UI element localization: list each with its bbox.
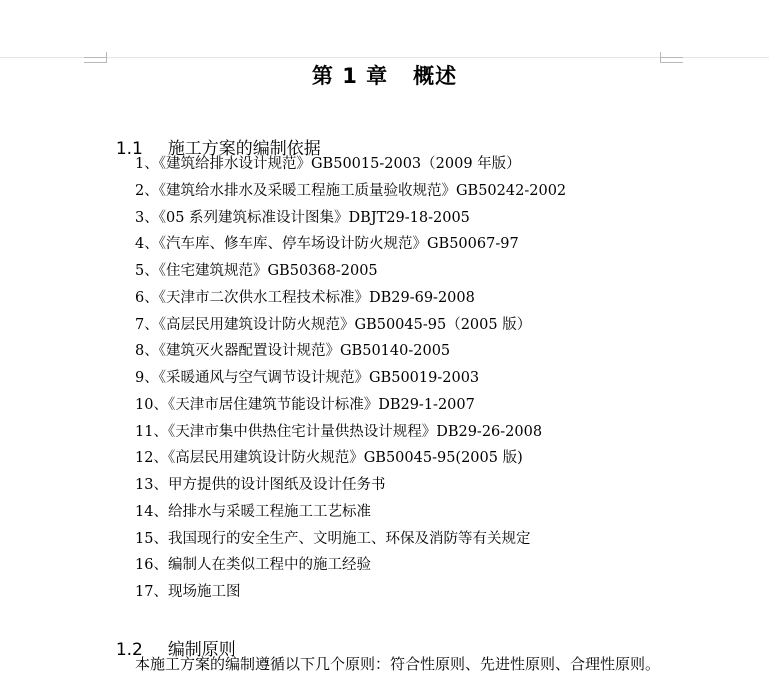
list-item: 4、《汽车库、修车库、停车场设计防火规范》GB50067-97	[135, 236, 519, 253]
section-title: 编制原则	[167, 640, 236, 660]
section-number: 1.2	[115, 640, 143, 660]
reference-list	[135, 151, 566, 606]
principles-paragraph: 本施工方案的编制遵循以下几个原则：符合性原则、先进性原则、合理性原则。	[135, 655, 661, 673]
list-item: 13、甲方提供的设计图纸及设计任务书	[135, 477, 386, 493]
list-item: 17、现场施工图	[135, 584, 241, 600]
list-item: 8、《建筑灭火器配置设计规范》GB50140-2005	[135, 343, 451, 360]
list-item: 1、《建筑给排水设计规范》GB50015-2003（2009 年版）	[135, 156, 521, 172]
list-item: 6、《天津市二次供水工程技术标准》DB29-69-2008	[135, 289, 475, 306]
chapter-title: 第 1 章 概述	[311, 64, 458, 88]
list-item: 15、我国现行的安全生产、文明施工、环保及消防等有关规定	[135, 530, 531, 547]
list-item: 2、《建筑给水排水及采暖工程施工质量验收规范》GB50242-2002	[135, 182, 567, 199]
list-item: 3、《05 系列建筑标准设计图集》DBJT29-18-2005	[135, 209, 470, 226]
section-title: 施工方案的编制依据	[167, 139, 321, 159]
page-top-edge	[0, 57, 769, 58]
list-item: 10、《天津市居住建筑节能设计标准》DB29-1-2007	[135, 396, 475, 413]
list-item: 14、给排水与采暖工程施工工艺标准	[135, 503, 371, 520]
list-item: 9、《采暖通风与空气调节设计规范》GB50019-2003	[135, 370, 480, 386]
list-item: 16、编制人在类似工程中的施工经验	[135, 557, 371, 574]
list-item: 7、《高层民用建筑设计防火规范》GB50045-95（2005 版）	[135, 316, 532, 333]
list-item: 11、《天津市集中供热住宅计量供热设计规程》DB29-26-2008	[135, 423, 543, 440]
list-item: 5、《住宅建筑规范》GB50368-2005	[135, 263, 378, 279]
section-number: 1.1	[115, 139, 143, 159]
list-item: 12、《高层民用建筑设计防火规范》GB50045-95(2005 版)	[135, 450, 523, 467]
